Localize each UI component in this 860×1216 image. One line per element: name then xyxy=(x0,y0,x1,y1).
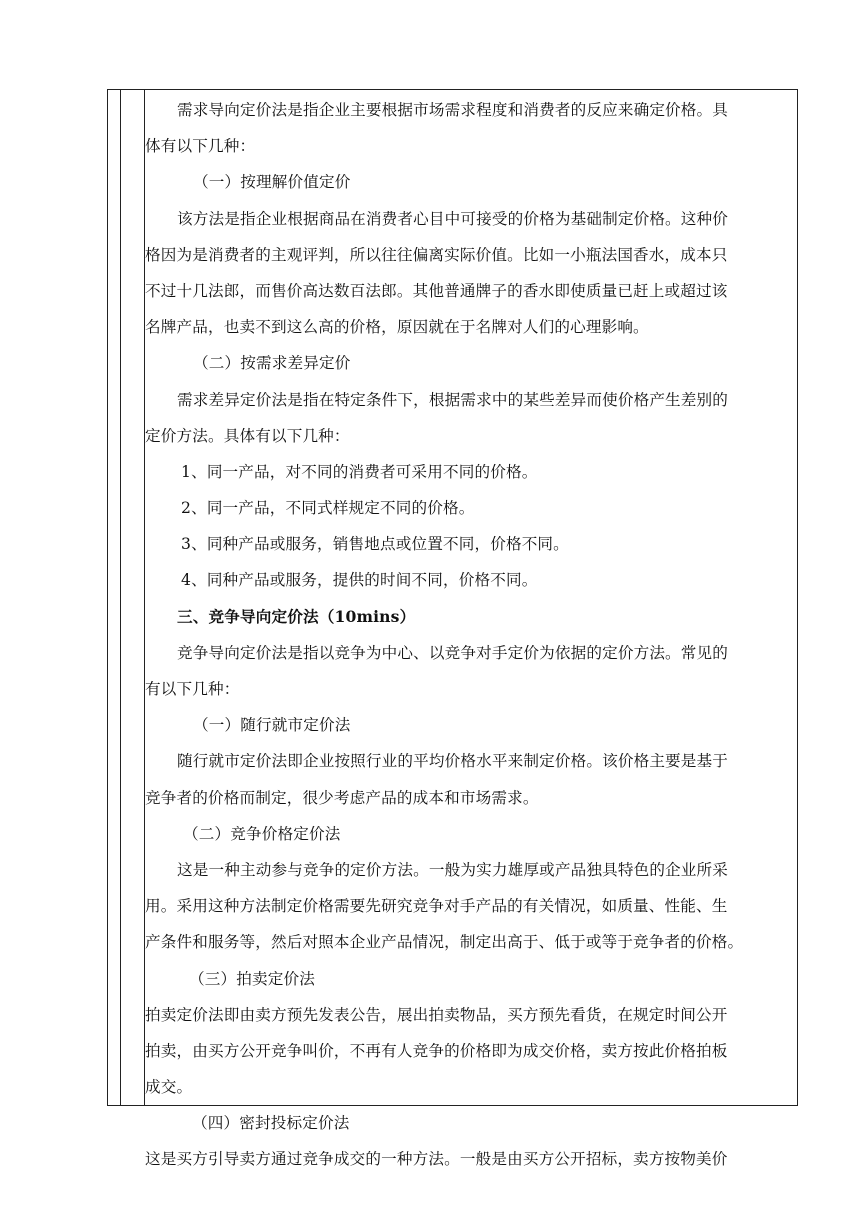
list-item: 4、同种产品或服务，提供的时间不同，价格不同。 xyxy=(181,571,538,590)
paragraph-line: 该方法是指企业根据商品在消费者心目中可接受的价格为基础制定价格。这种价 xyxy=(177,209,729,228)
paragraph-line: 用。采用这种方法制定价格需要先研究竞争对手产品的有关情况，如质量、性能、生 xyxy=(145,897,728,916)
paragraph-line: 拍卖定价法即由卖方预先发表公告，展出拍卖物品，买方预先看货，在规定时间公开 xyxy=(145,1005,728,1024)
list-item: 1、同一产品，对不同的消费者可采用不同的价格。 xyxy=(181,462,538,481)
document-table xyxy=(107,89,798,1169)
paragraph-line: 不过十几法郎，而售价高达数百法郎。其他普通牌子的香水即使质量已赶上或超过该 xyxy=(145,281,728,300)
paragraph-line: 格因为是消费者的主观评判，所以往往偏离实际价值。比如一小瓶法国香水，成本只 xyxy=(145,245,728,264)
paragraph-line: 竞争导向定价法是指以竞争为中心、以竞争对手定价为依据的定价方法。常见的 xyxy=(177,643,729,662)
table-left-column xyxy=(108,90,121,1105)
paragraph-line: 有以下几种： xyxy=(145,680,240,698)
subheading: （三）拍卖定价法 xyxy=(189,969,315,988)
paragraph-line: 竞争者的价格而制定，很少考虑产品的成本和市场需求。 xyxy=(145,788,539,807)
paragraph-line: 这是买方引导卖方通过竞争成交的一种方法。一般是由买方公开招标，卖方按物美价 xyxy=(145,1150,728,1169)
paragraph-line: 随行就市定价法即企业按照行业的平均价格水平来制定价格。该价格主要是基于 xyxy=(177,752,729,771)
list-item: 2、同一产品，不同式样规定不同的价格。 xyxy=(181,499,475,518)
paragraph-line: 名牌产品，也卖不到这么高的价格，原因就在于名牌对人们的心理影响。 xyxy=(145,318,649,337)
paragraph-line: 定价方法。具体有以下几种： xyxy=(145,426,350,445)
table-content-cell xyxy=(145,92,797,1178)
paragraph-line: 需求导向定价法是指企业主要根据市场需求程度和消费者的反应来确定价格。具 xyxy=(177,101,729,119)
paragraph-line: 产条件和服务等，然后对照本企业产品情况，制定出高于、低于或等于竞争者的价格。 xyxy=(145,933,744,952)
subheading: （四）密封投标定价法 xyxy=(192,1114,350,1133)
paragraph-line: 体有以下几种： xyxy=(145,137,256,156)
subheading: （二）竞争价格定价法 xyxy=(183,824,341,843)
subheading: （一）按理解价值定价 xyxy=(193,173,351,192)
section-heading: 三、竞争导向定价法（10mins） xyxy=(177,606,416,626)
paragraph-line: 这是一种主动参与竞争的定价方法。一般为实力雄厚或产品独具特色的企业所采 xyxy=(177,860,729,879)
subheading: （一）随行就市定价法 xyxy=(193,716,351,735)
list-item: 3、同种产品或服务，销售地点或位置不同，价格不同。 xyxy=(181,535,569,554)
paragraph-line: 成交。 xyxy=(145,1078,193,1097)
paragraph-line: 拍卖，由买方公开竞争叫价，不再有人竞争的价格即为成交价格，卖方按此价格拍板 xyxy=(145,1041,728,1060)
subheading: （二）按需求差异定价 xyxy=(193,354,351,373)
paragraph-line: 需求差异定价法是指在特定条件下，根据需求中的某些差异而使价格产生差别的 xyxy=(177,390,729,409)
